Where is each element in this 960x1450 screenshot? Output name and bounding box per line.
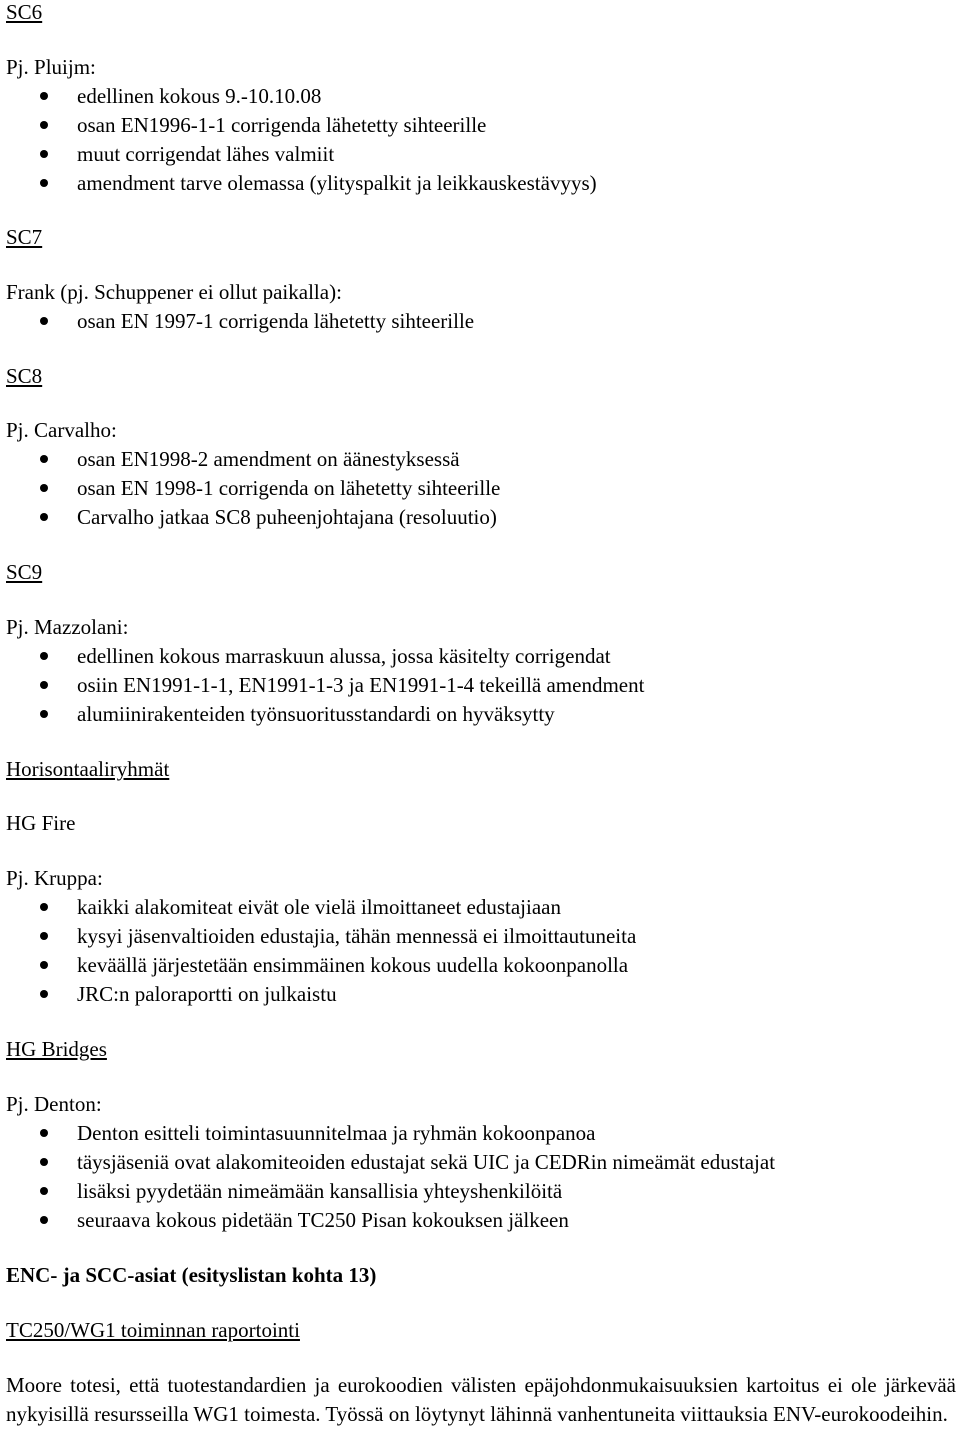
- sc8-heading: SC8: [6, 364, 43, 388]
- bullet-icon: [40, 179, 48, 187]
- bullet-icon: [40, 513, 48, 521]
- bullet-icon: [40, 92, 48, 100]
- enc-scc-heading: ENC- ja SCC-asiat (esityslistan kohta 13): [6, 1263, 377, 1287]
- hg-fire-chair: Pj. Kruppa:: [6, 866, 103, 890]
- bullet-icon: [40, 681, 48, 689]
- tc250-heading: TC250/WG1 toiminnan raportointi: [6, 1318, 300, 1342]
- sc9-chair: Pj. Mazzolani:: [6, 615, 129, 639]
- sc6-heading: SC6: [6, 0, 43, 24]
- bullet-icon: [40, 1216, 48, 1224]
- sc9-heading: SC9: [6, 560, 43, 584]
- bullet-icon: [40, 1158, 48, 1166]
- hg-bridges-chair: Pj. Denton:: [6, 1092, 102, 1116]
- bullet-icon: [40, 1129, 48, 1137]
- bullet-icon: [40, 150, 48, 158]
- bullet-icon: [40, 317, 48, 325]
- bullet-icon: [40, 484, 48, 492]
- tc250-paragraph: Moore totesi, että tuotestandardien ja eurokoodien välisten epäjohdonmukaisuuksien kartoitus ei ole järkevää nykyisillä resursseilla WG1 toimesta. Työssä on löytynyt lähinnä vanhentuneita viittauksia ENV-eurokoodeihin.: [6, 1373, 956, 1426]
- bullet-icon: [40, 961, 48, 969]
- bullet-icon: [40, 652, 48, 660]
- bullet-icon: [40, 455, 48, 463]
- bullet-icon: [40, 932, 48, 940]
- bullet-icon: [40, 990, 48, 998]
- sc8-chair: Pj. Carvalho:: [6, 418, 117, 442]
- sc7-chair: Frank (pj. Schuppener ei ollut paikalla):: [6, 280, 342, 304]
- horizontal-groups-heading: Horisontaaliryhmät: [6, 757, 170, 781]
- bullet-icon: [40, 710, 48, 718]
- sc6-chair: Pj. Pluijm:: [6, 55, 96, 79]
- bullet-icon: [40, 903, 48, 911]
- bullet-icon: [40, 121, 48, 129]
- hg-fire-heading: HG Fire: [6, 811, 76, 835]
- sc7-heading: SC7: [6, 225, 43, 249]
- hg-bridges-heading: HG Bridges: [6, 1037, 107, 1061]
- bullet-icon: [40, 1187, 48, 1195]
